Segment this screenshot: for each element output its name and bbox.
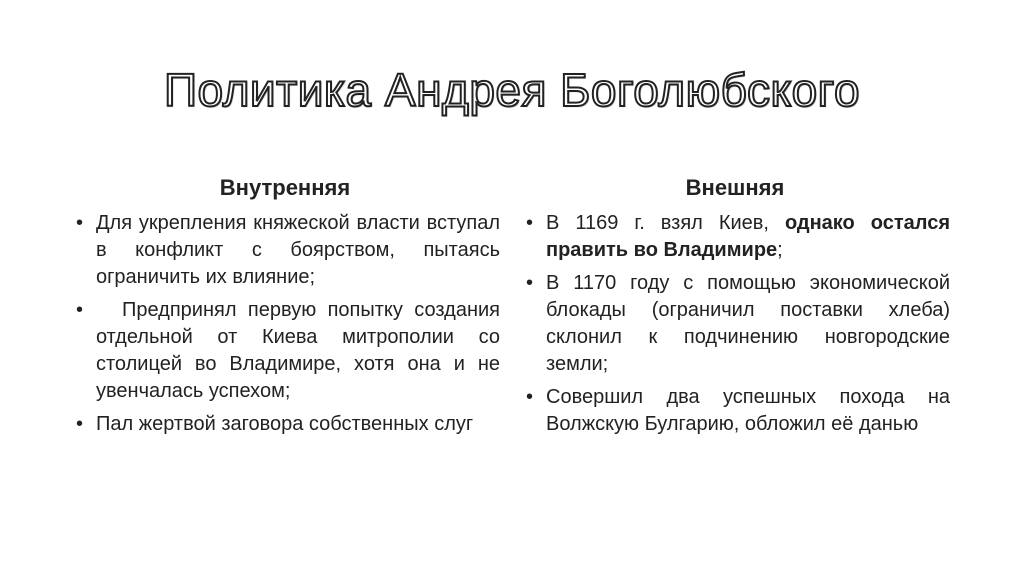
item-text: В 1170 году с помощью экономической блокады (ограничил поставки хлеба) склонил к подчинению новгородские земли; bbox=[546, 272, 950, 375]
item-text: В 1169 г. взял Киев, bbox=[546, 212, 785, 234]
list-item bbox=[520, 384, 950, 438]
external-heading: Внешняя bbox=[685, 175, 785, 200]
bullet-icon: • bbox=[526, 272, 534, 294]
item-text: Пал жертвой заговора собственных слуг bbox=[96, 413, 474, 435]
bullet-icon: • bbox=[526, 386, 534, 408]
slide-title: Политика Андрея Боголюбского bbox=[163, 64, 861, 116]
internal-list bbox=[70, 210, 500, 438]
list-item bbox=[70, 210, 500, 291]
external-list bbox=[520, 210, 950, 438]
list-item bbox=[70, 411, 500, 438]
list-item bbox=[520, 270, 950, 378]
bullet-icon: • bbox=[76, 413, 84, 435]
item-text: ; bbox=[777, 239, 783, 261]
external-policy-column bbox=[520, 172, 950, 444]
internal-heading: Внутренняя bbox=[219, 175, 351, 200]
bullet-icon: • bbox=[76, 212, 84, 234]
bullet-icon: • bbox=[76, 299, 84, 321]
item-bold-text: однако остался править во Владимире bbox=[546, 212, 950, 261]
internal-policy-column bbox=[70, 172, 500, 444]
item-text: Для укрепления княжеской власти вступал в конфликт с боярством, пытаясь ограничить их влияние; bbox=[96, 212, 500, 288]
list-item bbox=[520, 210, 950, 264]
item-text: Предпринял первую попытку создания отдельной от Киева митрополии со столицей во Владимире, хотя она и не увенчалась успехом; bbox=[96, 299, 500, 402]
bullet-icon: • bbox=[526, 212, 534, 234]
item-text: Совершил два успешных похода на Волжскую Булгарию, обложил её данью bbox=[546, 386, 950, 435]
list-item bbox=[70, 297, 500, 405]
